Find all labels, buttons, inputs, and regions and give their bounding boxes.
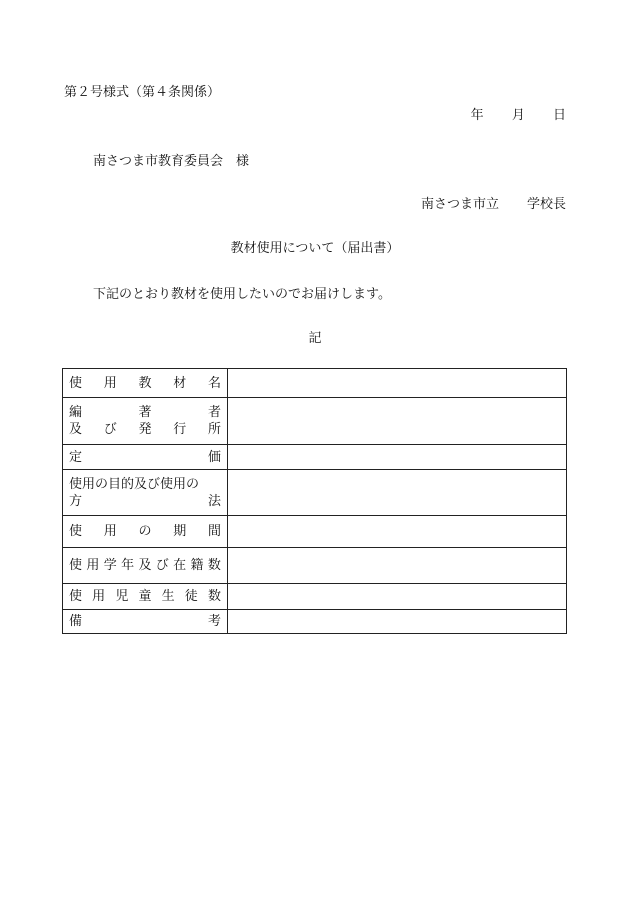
field-label-line bbox=[69, 476, 221, 493]
field-label-char: 童 bbox=[138, 589, 152, 604]
field-label-line bbox=[69, 493, 221, 510]
field-label-char: の bbox=[138, 524, 152, 539]
field-label-line bbox=[69, 613, 221, 630]
field-label-char: 用 bbox=[103, 524, 117, 539]
field-label-char: 使 bbox=[69, 589, 83, 604]
field-label-char: び bbox=[155, 558, 169, 573]
field-value[interactable] bbox=[228, 516, 567, 548]
field-value[interactable] bbox=[228, 398, 567, 445]
field-label-char: 児 bbox=[115, 589, 129, 604]
table-row bbox=[63, 470, 567, 516]
field-value[interactable] bbox=[228, 445, 567, 470]
field-label-char: 定 bbox=[69, 449, 83, 465]
field-label-char: 編 bbox=[69, 405, 83, 420]
date-month-label: 月 bbox=[511, 108, 525, 123]
form-number: 第２号様式（第４条関係） bbox=[64, 85, 221, 100]
field-label-line bbox=[69, 404, 221, 421]
field-label-char: 者 bbox=[207, 405, 221, 420]
ki-marker: 記 bbox=[308, 331, 322, 346]
field-label-char: 材 bbox=[173, 375, 187, 391]
date-line bbox=[471, 104, 566, 123]
field-label-char: び bbox=[103, 422, 117, 437]
field-label bbox=[63, 470, 228, 516]
field-value[interactable] bbox=[228, 369, 567, 398]
field-label-char: 名 bbox=[207, 375, 221, 391]
table-row bbox=[63, 445, 567, 470]
field-label-char: 方 bbox=[69, 493, 83, 509]
field-label-char: 在 bbox=[173, 558, 187, 573]
field-label-char: 考 bbox=[207, 614, 221, 629]
field-label-char: 及 bbox=[138, 558, 152, 573]
field-label-char: 使用の目的及び使用の bbox=[69, 476, 200, 492]
date-year-label: 年 bbox=[470, 108, 484, 123]
field-value[interactable] bbox=[228, 610, 567, 634]
addressee: 南さつま市教育委員会 様 bbox=[93, 154, 250, 169]
field-value[interactable] bbox=[228, 548, 567, 584]
field-label-line bbox=[69, 375, 221, 392]
table-row bbox=[63, 516, 567, 548]
field-label-char: 数 bbox=[207, 558, 221, 573]
school-prefix: 南さつま市立 bbox=[420, 197, 499, 212]
field-label bbox=[63, 516, 228, 548]
field-label-line bbox=[69, 588, 221, 605]
table-row bbox=[63, 548, 567, 584]
field-label-char: 備 bbox=[69, 614, 83, 629]
table-row bbox=[63, 369, 567, 398]
field-label bbox=[63, 584, 228, 610]
field-label-char: 期 bbox=[173, 524, 187, 539]
field-label-line bbox=[69, 449, 221, 466]
field-label-char: 法 bbox=[207, 493, 221, 509]
table-row bbox=[63, 610, 567, 634]
field-label-char: 所 bbox=[207, 422, 221, 437]
body-text: 下記のとおり教材を使用したいのでお届けします。 bbox=[93, 287, 391, 302]
field-label-char: 間 bbox=[207, 524, 221, 539]
field-value[interactable] bbox=[228, 584, 567, 610]
field-label-line bbox=[69, 421, 221, 438]
field-label-char: 使 bbox=[69, 558, 83, 573]
date-day-label: 日 bbox=[552, 108, 566, 123]
field-label-char: 価 bbox=[207, 449, 221, 465]
field-label-char: 生 bbox=[161, 589, 175, 604]
field-label bbox=[63, 548, 228, 584]
field-label-line bbox=[69, 523, 221, 540]
field-label-char: 数 bbox=[207, 589, 221, 604]
field-label-char: 及 bbox=[69, 422, 83, 437]
field-label-char: 学 bbox=[103, 558, 117, 573]
field-label-char: 年 bbox=[121, 558, 135, 573]
field-label-line bbox=[69, 557, 221, 574]
field-label-char: 使 bbox=[69, 375, 83, 391]
document-title: 教材使用について（届出書） bbox=[230, 241, 400, 256]
field-label-char: 用 bbox=[86, 558, 100, 573]
field-label-char: 教 bbox=[138, 375, 152, 391]
field-label-char: 用 bbox=[103, 375, 117, 391]
field-label-char: 用 bbox=[92, 589, 106, 604]
field-label bbox=[63, 369, 228, 398]
field-label bbox=[63, 398, 228, 445]
field-label-char: 使 bbox=[69, 524, 83, 539]
field-label bbox=[63, 610, 228, 634]
school-suffix: 学校長 bbox=[526, 197, 566, 212]
table-row bbox=[63, 398, 567, 445]
field-label-char: 発 bbox=[138, 422, 152, 437]
table-row bbox=[63, 584, 567, 610]
field-label-char: 行 bbox=[173, 422, 187, 437]
field-value[interactable] bbox=[228, 470, 567, 516]
field-label-char: 徒 bbox=[184, 589, 198, 604]
field-label bbox=[63, 445, 228, 470]
form-table bbox=[62, 368, 567, 634]
field-label-char: 著 bbox=[138, 405, 152, 420]
field-label-char: 籍 bbox=[190, 558, 204, 573]
school-line bbox=[421, 193, 566, 212]
